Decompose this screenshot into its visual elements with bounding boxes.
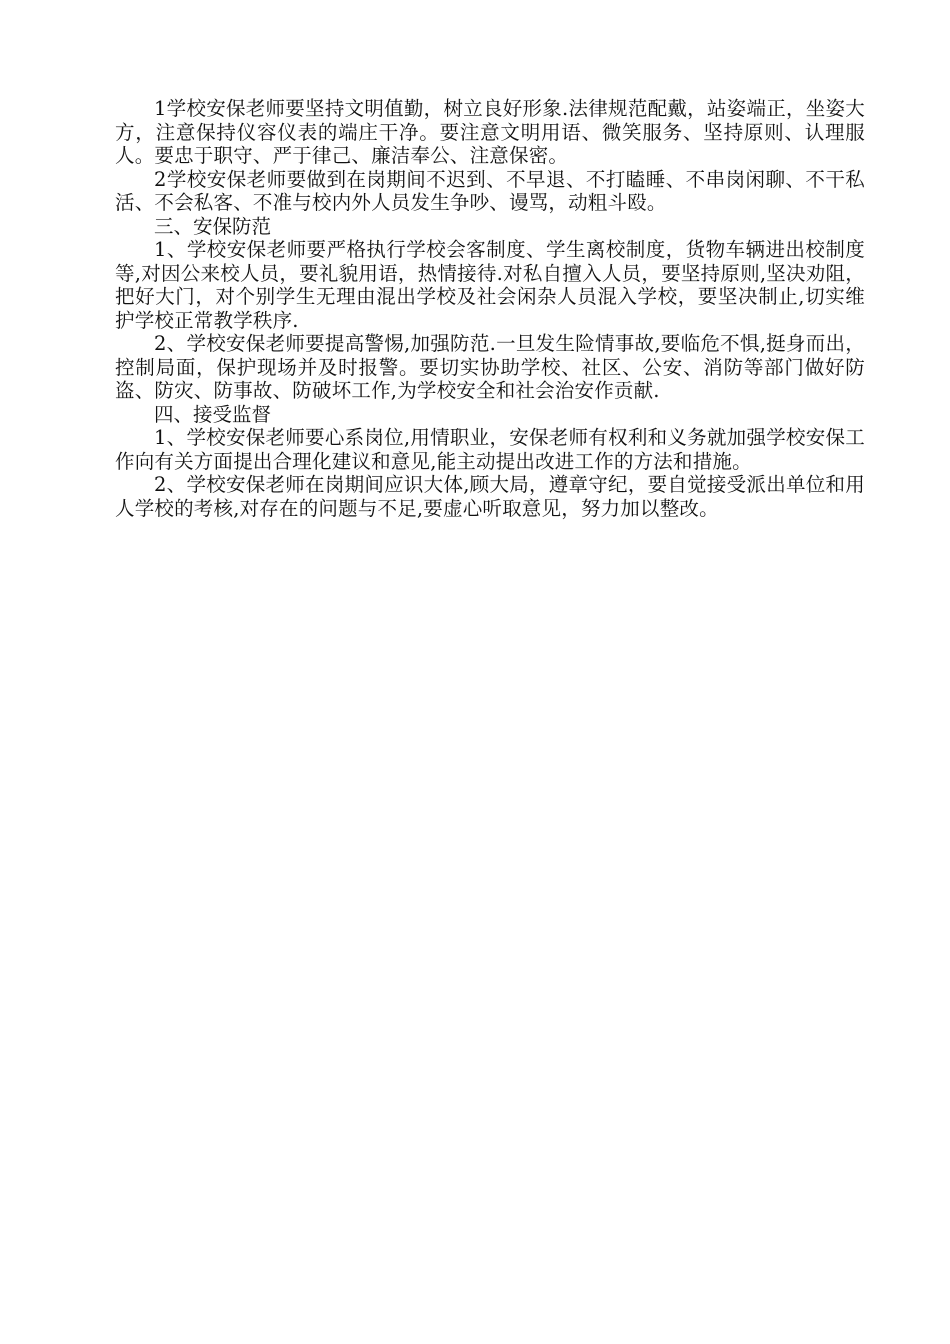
paragraph-vigilance: 2、学校安保老师要提高警惕,加强防范.一旦发生险情事故,要临危不惧,挺身而出，控制局面，保护现场并及时报警。要切实协助学校、社区、公安、消防等部门做好防盗、防灾、防事故、防破坏工作,为学校安全和社会治安作贡献.: [115, 332, 865, 402]
paragraph-duty-discipline: 2学校安保老师要做到在岗期间不迟到、不早退、不打瞌睡、不串岗闲聊、不干私活、不会私客、不准与校内外人员发生争吵、谩骂，动粗斗殴。: [115, 167, 865, 214]
paragraph-conduct: 1学校安保老师要坚持文明值勤，树立良好形象.法律规范配戴，站姿端正，坐姿大方，注意保持仪容仪表的端庄干净。要注意文明用语、微笑服务、坚持原则、认理服人。要忠于职守、严于律己、廉洁奉公、注意保密。: [115, 97, 865, 167]
paragraph-visitor-control: 1、学校安保老师要严格执行学校会客制度、学生离校制度，货物车辆进出校制度等,对因公来校人员，要礼貌用语，热情接待.对私自擅入人员，要坚持原则,坚决劝阻，把好大门，对个别学生无理由混出学校及社会闲杂人员混入学校，要坚决制止,切实维护学校正常教学秩序.: [115, 238, 865, 332]
paragraph-suggestions: 1、学校安保老师要心系岗位,用情职业，安保老师有权利和义务就加强学校安保工作向有关方面提出合理化建议和意见,能主动提出改进工作的方法和措施。: [115, 426, 865, 473]
document-body: [115, 97, 865, 520]
section-heading-supervision: 四、接受监督: [154, 402, 272, 426]
section-heading-security: 三、安保防范: [154, 214, 272, 238]
paragraph-assessment: 2、学校安保老师在岗期间应识大体,顾大局，遵章守纪，要自觉接受派出单位和用人学校的考核,对存在的问题与不足,要虚心听取意见，努力加以整改。: [115, 473, 865, 520]
